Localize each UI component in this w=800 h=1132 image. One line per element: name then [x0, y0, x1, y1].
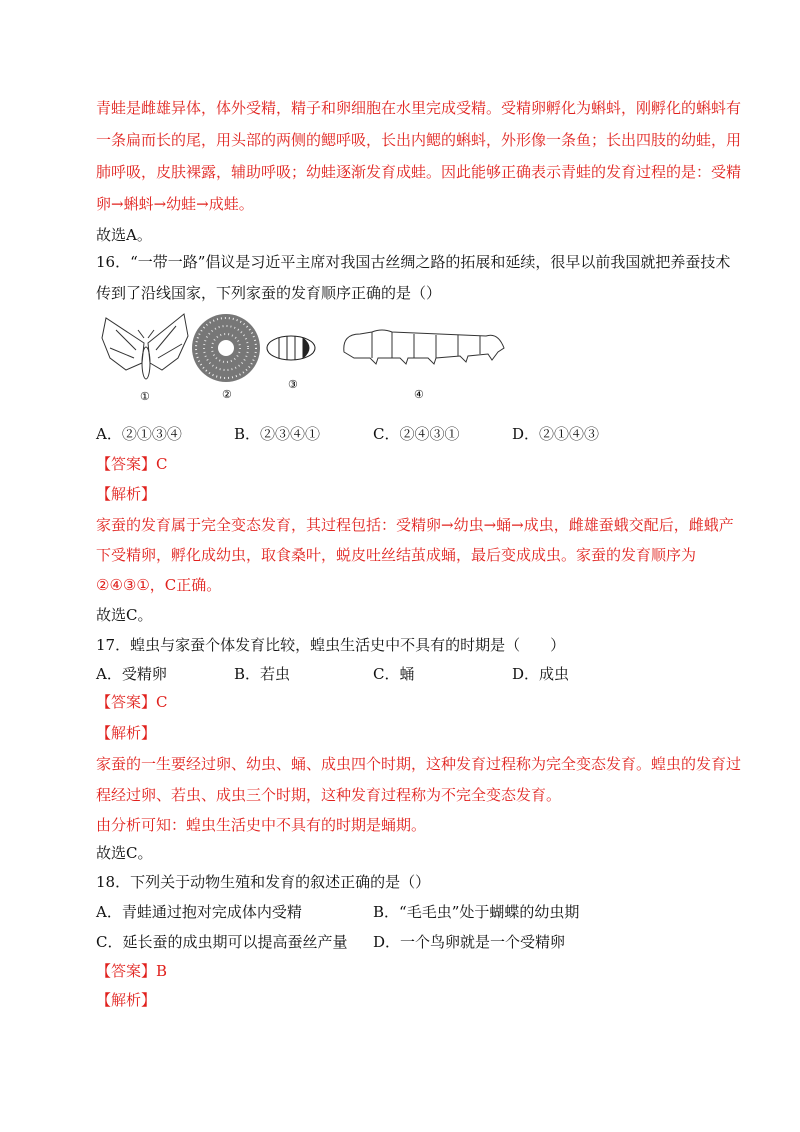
q18-option-a[interactable]: A．青蛙通过抱对完成体内受精 [96, 903, 302, 921]
q17-analysis-title: 【解析】 [96, 724, 157, 742]
q18-option-b[interactable]: B．“毛毛虫”处于蝴蝶的幼虫期 [373, 903, 580, 921]
q16-stem-line-2: 传到了沿线国家，下列家蚕的发育顺序正确的是（） [96, 284, 442, 302]
moth-illustration [102, 314, 188, 379]
q16-analysis-line-1: 家蚕的发育属于完全变态发育，其过程包括：受精卵→幼虫→蛹→成虫，雌雄蚕蛾交配后，雌蛾产 [96, 516, 734, 534]
q17-option-d[interactable]: D．成虫 [512, 665, 570, 683]
q18-stem: 18．下列关于动物生殖和发育的叙述正确的是（） [96, 873, 431, 891]
q17-option-c[interactable]: C．蛹 [373, 665, 415, 683]
q18-option-c[interactable]: C．延长蚕的成虫期可以提高蚕丝产量 [96, 933, 348, 951]
figure-label-2: ② [222, 388, 232, 401]
q16-analysis-title: 【解析】 [96, 485, 157, 503]
figure-label-4: ④ [414, 388, 424, 401]
q18-analysis-title: 【解析】 [96, 991, 157, 1009]
q17-analysis-line-2: 程经过卵、若虫、成虫三个时期，这种发育过程称为不完全变态发育。 [96, 786, 562, 804]
q17-answer: 【答案】C [96, 693, 168, 711]
q15-analysis-line-2: 一条扁而长的尾，用头部的两侧的鳃呼吸，长出内鳃的蝌蚪，外形像一条鱼；长出四肢的幼蛙，用 [96, 131, 742, 149]
q15-conclusion: 故选A。 [96, 226, 152, 244]
q16-stem-line-1: 16．“一带一路”倡议是习近平主席对我国古丝绸之路的拓展和延续，很早以前我国就把养蚕技术 [96, 253, 731, 271]
q18-answer: 【答案】B [96, 962, 168, 980]
q17-conclusion: 故选C。 [96, 844, 153, 862]
figure-label-3: ③ [288, 378, 298, 391]
q17-option-b[interactable]: B．若虫 [234, 665, 291, 683]
q17-stem: 17．蝗虫与家蚕个体发育比较，蝗虫生活史中不具有的时期是（ ） [96, 636, 566, 654]
q16-conclusion: 故选C。 [96, 606, 153, 624]
q15-analysis-line-1: 青蛙是雌雄异体，体外受精，精子和卵细胞在水里完成受精。受精卵孵化为蝌蚪，刚孵化的蝌蚪有 [96, 99, 742, 117]
larva-illustration [344, 330, 504, 364]
pupa-illustration [267, 336, 315, 360]
q16-analysis-line-2: 下受精卵，孵化成幼虫，取食桑叶，蜕皮吐丝结茧成蛹，最后变成成虫。家蚕的发育顺序为 [96, 546, 697, 564]
q16-option-a[interactable]: A．②①③④ [96, 425, 182, 443]
q17-analysis-line-1: 家蚕的一生要经过卵、幼虫、蛹、成虫四个时期，这种发育过程称为完全变态发育。蝗虫的发育过 [96, 755, 742, 773]
q18-option-d[interactable]: D．一个鸟卵就是一个受精卵 [373, 933, 566, 951]
q15-analysis-line-4: 卵→蝌蚪→幼蛙→成蛙。 [96, 195, 254, 213]
silkworm-stages-figure [96, 308, 516, 403]
q16-option-c[interactable]: C．②④③① [373, 425, 460, 443]
q17-analysis-line-3: 由分析可知：蝗虫生活史中不具有的时期是蛹期。 [96, 816, 427, 834]
q16-option-d[interactable]: D．②①④③ [512, 425, 600, 443]
q16-analysis-line-3: ②④③①，C正确。 [96, 576, 222, 594]
eggs-illustration [192, 314, 260, 382]
q15-analysis-line-3: 肺呼吸，皮肤裸露，辅助呼吸；幼蛙逐渐发育成蛙。因此能够正确表示青蛙的发育过程的是：受精 [96, 163, 742, 181]
figure-label-1: ① [140, 390, 150, 403]
q17-option-a[interactable]: A．受精卵 [96, 665, 167, 683]
q16-answer: 【答案】C [96, 455, 168, 473]
q16-option-b[interactable]: B．②③④① [234, 425, 321, 443]
